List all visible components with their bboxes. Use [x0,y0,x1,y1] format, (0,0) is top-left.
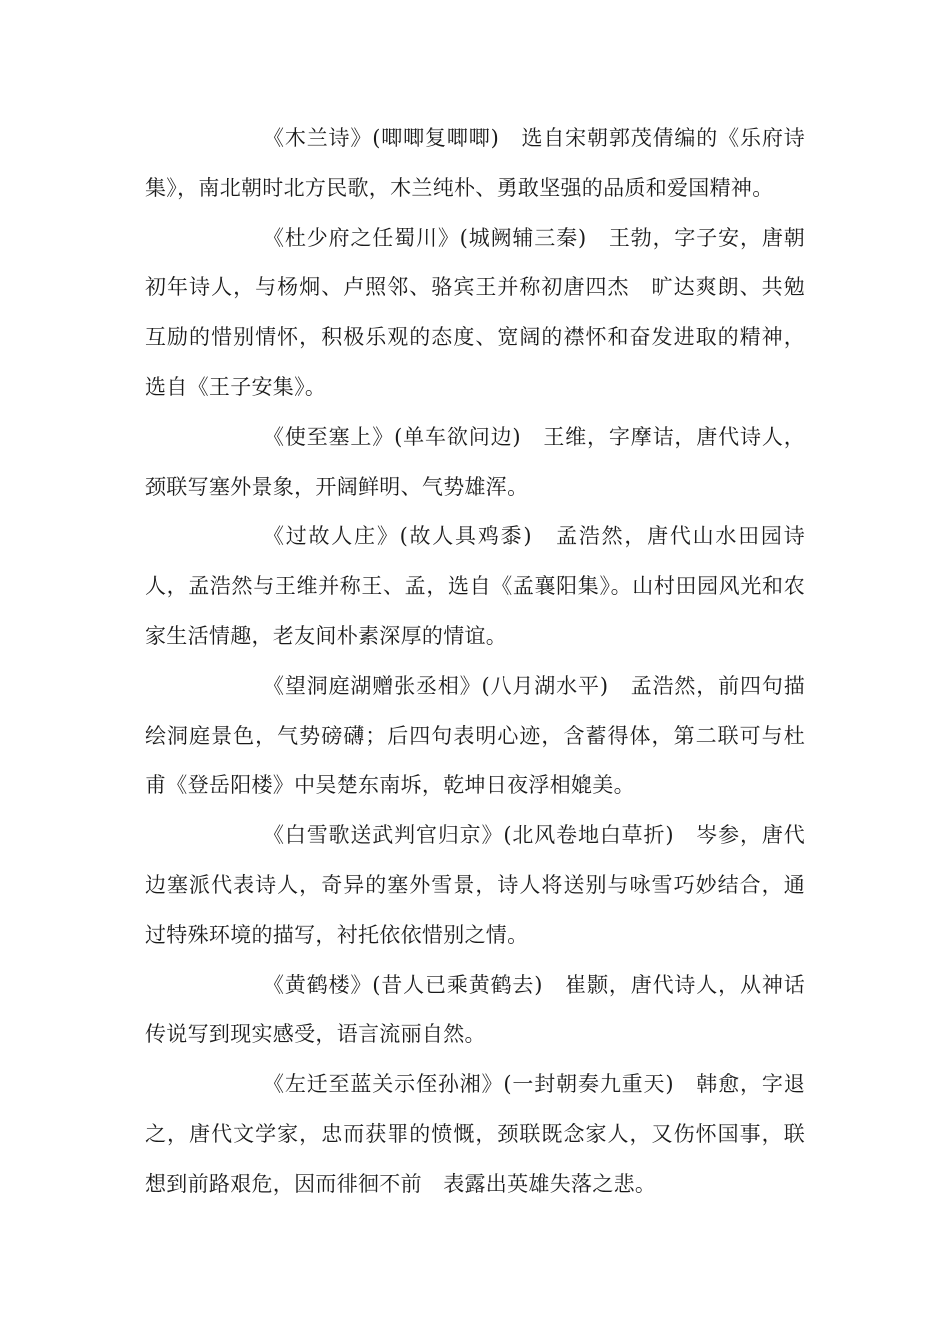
paragraph-shi-zhi-saishang: 《使至塞上》(单车欲问边) 王维，字摩诘，唐代诗人，颈联写塞外景象，开阔鲜明、气势雄浑。 [145,424,805,499]
paragraph-wang-dongting-hu: 《望洞庭湖赠张丞相》(八月湖水平) 孟浩然，前四句描绘洞庭景色，气势磅礴；后四句表明心迹，含蓄得体，第二联可与杜甫《登岳阳楼》中吴楚东南坼，乾坤日夜浮相媲美。 [145,673,805,798]
paragraph-huanghe-lou: 《黄鹤楼》(昔人已乘黄鹤去) 崔颢，唐代诗人，从神话传说写到现实感受，语言流丽自然。 [145,972,805,1047]
document-body [145,114,805,1210]
paragraph-du-shaofu: 《杜少府之任蜀川》(城阙辅三秦) 王勃，字子安，唐朝初年诗人，与杨炯、卢照邻、骆宾王并称初唐四杰 旷达爽朗、共勉互励的惜别情怀，积极乐观的态度、宽阔的襟怀和奋发进取的精神，选自《王子安集》。 [145,225,805,399]
paragraph-guo-guren-zhuang: 《过故人庄》(故人具鸡黍) 孟浩然，唐代山水田园诗人，孟浩然与王维并称王、孟，选自《孟襄阳集》。山村田园风光和农家生活情趣，老友间朴素深厚的情谊。 [145,524,805,648]
paragraph-zuoqian-languan: 《左迁至蓝关示侄孙湘》(一封朝奏九重天) 韩愈，字退之，唐代文学家，忠而获罪的愤慨，颈联既念家人，又伤怀国事，联想到前路艰危，因而徘徊不前 表露出英雄失落之悲。 [145,1072,805,1196]
paragraph-baixue-ge: 《白雪歌送武判官归京》(北风卷地白草折) 岑参，唐代边塞派代表诗人，奇异的塞外雪景，诗人将送别与咏雪巧妙结合，通过特殊环境的描写，衬托依依惜别之情。 [145,823,805,947]
paragraph-mulan-shi: 《木兰诗》(唧唧复唧唧) 选自宋朝郭茂倩编的《乐府诗集》，南北朝时北方民歌，木兰纯朴、勇敢坚强的品质和爱国精神。 [145,126,805,200]
